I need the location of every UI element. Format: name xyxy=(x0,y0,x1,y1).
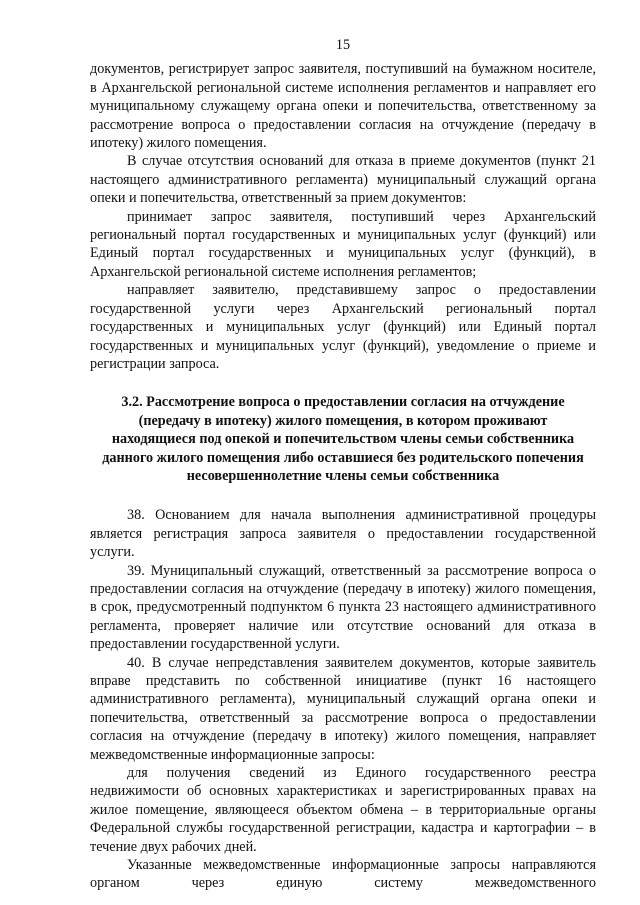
document-page xyxy=(90,36,596,893)
paragraph-interagency-system: Указанные межведомственные информационные запросы направляются органом через единую систему межведомственного xyxy=(90,857,596,892)
section-heading-3-2: 3.2. Рассмотрение вопроса о предоставлении согласия на отчуждение (передачу в ипотеку) жилого помещения, в котором проживают находящиеся под опекой и попечительством члены семьи собственника данного жилого помещения либо оставшиеся без родительского попечения несовершеннолетние члены семьи собственника xyxy=(102,394,584,484)
paragraph-accepts-request: принимает запрос заявителя, поступивший через Архангельский региональный портал государственных и муниципальных услуг (функций) или Единый портал государственных и муниципальных услуг (функций), в Архангельской региональной системе исполнения регламентов; xyxy=(90,208,596,280)
paragraph-continuation: документов, регистрирует запрос заявителя, поступивший на бумажном носителе, в Архангельской региональной системе исполнения регламентов и направляет его муниципальному служащему органа опеки и попечительства, ответственному за рассмотрение вопроса о предоставлении согласия на отчуждение (передачу в ипотеку) жилого помещения. xyxy=(90,61,596,152)
paragraph-egrn-request: для получения сведений из Единого государственного реестра недвижимости об основных характеристиках и зарегистрированных правах на жилое помещение, являющееся объектом обмена – в территориальные органы Федеральной службы государственной регистрации, кадастра и картографии – в течение двух рабочих дней. xyxy=(90,765,596,855)
paragraph-no-grounds: В случае отсутствия оснований для отказа в приеме документов (пункт 21 настоящего административного регламента) муниципальный служащий органа опеки и попечительства, ответственный за прием документов: xyxy=(90,153,596,207)
paragraph-39: 39. Муниципальный служащий, ответственный за рассмотрение вопроса о предоставлении согласия на отчуждение (передачу в ипотеку) жилого помещения, в срок, предусмотренный подпунктом 6 пункта 23 настоящего административного регламента, проверяет наличие или отсутствие оснований для отказа в предоставлении государственной услуги. xyxy=(90,562,596,653)
paragraph-40: 40. В случае непредставления заявителем документов, которые заявитель вправе представить по собственной инициативе (пункт 16 настоящего административного регламента), муниципальный служащий органа опеки и попечительства, ответственный за рассмотрение вопроса о предоставлении согласия на отчуждение (передачу в ипотеку) жилого помещения, направляет межведомственные информационные запросы: xyxy=(90,654,596,763)
page-number: 15 xyxy=(335,37,351,53)
paragraph-38: 38. Основанием для начала выполнения административной процедуры является регистрация запроса заявителя о предоставлении государственной услуги. xyxy=(90,507,596,561)
paragraph-sends-notification: направляет заявителю, представившему запрос о предоставлении государственной услуги через Архангельский региональный портал государственных и муниципальных услуг (функций) или Единый портал государственных и муниципальных услуг (функций), уведомление о приеме и регистрации запроса. xyxy=(90,282,596,372)
